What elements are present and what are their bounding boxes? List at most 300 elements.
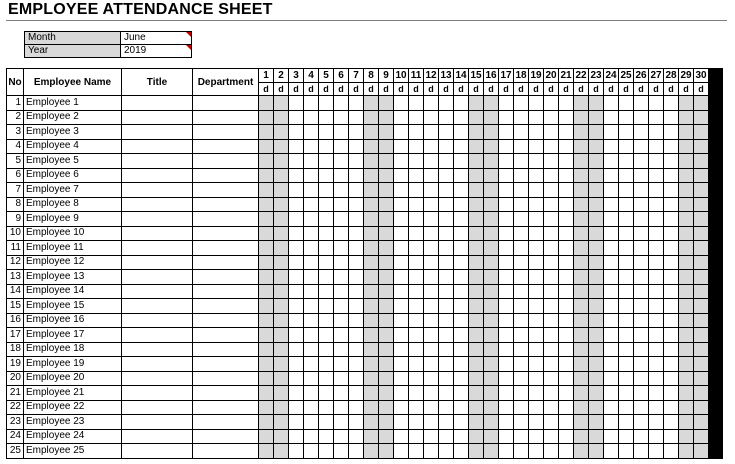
attendance-cell[interactable] xyxy=(409,197,424,212)
attendance-cell[interactable] xyxy=(349,139,364,154)
attendance-cell[interactable] xyxy=(304,183,319,198)
attendance-cell[interactable] xyxy=(664,125,679,140)
attendance-cell[interactable] xyxy=(394,197,409,212)
attendance-cell[interactable] xyxy=(274,226,289,241)
attendance-cell[interactable] xyxy=(694,444,709,459)
attendance-cell[interactable] xyxy=(604,444,619,459)
attendance-cell[interactable] xyxy=(589,197,604,212)
attendance-cell[interactable] xyxy=(514,299,529,314)
attendance-cell[interactable] xyxy=(604,197,619,212)
attendance-cell[interactable] xyxy=(694,429,709,444)
attendance-cell[interactable] xyxy=(664,371,679,386)
attendance-cell[interactable] xyxy=(364,183,379,198)
attendance-cell[interactable] xyxy=(484,96,499,111)
attendance-cell[interactable] xyxy=(649,255,664,270)
attendance-cell[interactable] xyxy=(559,212,574,227)
attendance-cell[interactable] xyxy=(589,400,604,415)
attendance-cell[interactable] xyxy=(439,183,454,198)
department-cell[interactable] xyxy=(193,429,259,444)
attendance-cell[interactable] xyxy=(334,96,349,111)
attendance-cell[interactable] xyxy=(544,444,559,459)
attendance-cell[interactable] xyxy=(319,212,334,227)
attendance-cell[interactable] xyxy=(469,444,484,459)
attendance-cell[interactable] xyxy=(439,400,454,415)
attendance-cell[interactable] xyxy=(514,139,529,154)
title-cell[interactable] xyxy=(122,241,193,256)
attendance-cell[interactable] xyxy=(649,400,664,415)
attendance-cell[interactable] xyxy=(289,386,304,401)
attendance-cell[interactable] xyxy=(334,168,349,183)
attendance-cell[interactable] xyxy=(409,284,424,299)
attendance-cell[interactable] xyxy=(484,183,499,198)
attendance-cell[interactable] xyxy=(499,313,514,328)
department-cell[interactable] xyxy=(193,212,259,227)
attendance-cell[interactable] xyxy=(274,139,289,154)
attendance-cell[interactable] xyxy=(529,125,544,140)
attendance-cell[interactable] xyxy=(604,270,619,285)
attendance-cell[interactable] xyxy=(574,255,589,270)
attendance-cell[interactable] xyxy=(424,110,439,125)
month-value-cell[interactable] xyxy=(121,32,192,45)
attendance-cell[interactable] xyxy=(319,328,334,343)
attendance-cell[interactable] xyxy=(409,168,424,183)
attendance-cell[interactable] xyxy=(259,328,274,343)
attendance-cell[interactable] xyxy=(664,415,679,430)
attendance-cell[interactable] xyxy=(499,270,514,285)
employee-name-cell[interactable]: Employee 3 xyxy=(24,125,122,140)
attendance-cell[interactable] xyxy=(529,197,544,212)
attendance-cell[interactable] xyxy=(409,154,424,169)
attendance-cell[interactable] xyxy=(559,284,574,299)
department-cell[interactable] xyxy=(193,444,259,459)
attendance-cell[interactable] xyxy=(439,110,454,125)
attendance-cell[interactable] xyxy=(619,342,634,357)
attendance-cell[interactable] xyxy=(379,444,394,459)
attendance-cell[interactable] xyxy=(589,371,604,386)
attendance-cell[interactable] xyxy=(304,125,319,140)
attendance-cell[interactable] xyxy=(349,125,364,140)
attendance-cell[interactable] xyxy=(274,342,289,357)
attendance-cell[interactable] xyxy=(469,429,484,444)
attendance-cell[interactable] xyxy=(484,371,499,386)
attendance-cell[interactable] xyxy=(664,154,679,169)
attendance-cell[interactable] xyxy=(379,313,394,328)
attendance-cell[interactable] xyxy=(544,415,559,430)
attendance-cell[interactable] xyxy=(334,270,349,285)
attendance-cell[interactable] xyxy=(289,168,304,183)
title-cell[interactable] xyxy=(122,270,193,285)
attendance-cell[interactable] xyxy=(634,226,649,241)
attendance-cell[interactable] xyxy=(694,415,709,430)
attendance-cell[interactable] xyxy=(649,168,664,183)
attendance-cell[interactable] xyxy=(394,154,409,169)
attendance-cell[interactable] xyxy=(409,371,424,386)
employee-name-cell[interactable]: Employee 14 xyxy=(24,284,122,299)
attendance-cell[interactable] xyxy=(679,400,694,415)
attendance-cell[interactable] xyxy=(439,386,454,401)
attendance-cell[interactable] xyxy=(664,110,679,125)
attendance-cell[interactable] xyxy=(259,299,274,314)
attendance-cell[interactable] xyxy=(514,386,529,401)
attendance-cell[interactable] xyxy=(574,125,589,140)
attendance-cell[interactable] xyxy=(634,168,649,183)
department-cell[interactable] xyxy=(193,415,259,430)
attendance-cell[interactable] xyxy=(274,110,289,125)
attendance-cell[interactable] xyxy=(454,357,469,372)
attendance-cell[interactable] xyxy=(619,154,634,169)
title-cell[interactable] xyxy=(122,212,193,227)
attendance-cell[interactable] xyxy=(334,125,349,140)
attendance-cell[interactable] xyxy=(514,270,529,285)
attendance-cell[interactable] xyxy=(409,255,424,270)
attendance-cell[interactable] xyxy=(304,444,319,459)
attendance-cell[interactable] xyxy=(514,429,529,444)
attendance-cell[interactable] xyxy=(604,139,619,154)
attendance-cell[interactable] xyxy=(649,212,664,227)
attendance-cell[interactable] xyxy=(604,386,619,401)
attendance-cell[interactable] xyxy=(259,313,274,328)
attendance-cell[interactable] xyxy=(469,96,484,111)
attendance-cell[interactable] xyxy=(274,415,289,430)
attendance-cell[interactable] xyxy=(379,183,394,198)
attendance-cell[interactable] xyxy=(439,371,454,386)
attendance-cell[interactable] xyxy=(424,241,439,256)
attendance-cell[interactable] xyxy=(469,226,484,241)
attendance-cell[interactable] xyxy=(409,212,424,227)
attendance-cell[interactable] xyxy=(529,284,544,299)
attendance-cell[interactable] xyxy=(634,444,649,459)
department-cell[interactable] xyxy=(193,270,259,285)
attendance-cell[interactable] xyxy=(469,255,484,270)
attendance-cell[interactable] xyxy=(274,125,289,140)
attendance-cell[interactable] xyxy=(514,415,529,430)
attendance-cell[interactable] xyxy=(454,371,469,386)
department-cell[interactable] xyxy=(193,400,259,415)
attendance-cell[interactable] xyxy=(334,255,349,270)
attendance-cell[interactable] xyxy=(319,386,334,401)
attendance-cell[interactable] xyxy=(664,168,679,183)
attendance-cell[interactable] xyxy=(679,139,694,154)
attendance-cell[interactable] xyxy=(379,241,394,256)
attendance-cell[interactable] xyxy=(529,386,544,401)
attendance-cell[interactable] xyxy=(559,139,574,154)
attendance-cell[interactable] xyxy=(424,415,439,430)
attendance-cell[interactable] xyxy=(394,429,409,444)
attendance-cell[interactable] xyxy=(424,96,439,111)
attendance-cell[interactable] xyxy=(274,386,289,401)
attendance-cell[interactable] xyxy=(619,299,634,314)
attendance-cell[interactable] xyxy=(319,371,334,386)
attendance-cell[interactable] xyxy=(454,299,469,314)
attendance-cell[interactable] xyxy=(289,212,304,227)
attendance-cell[interactable] xyxy=(259,429,274,444)
attendance-cell[interactable] xyxy=(649,284,664,299)
attendance-cell[interactable] xyxy=(529,342,544,357)
attendance-cell[interactable] xyxy=(634,125,649,140)
attendance-cell[interactable] xyxy=(544,226,559,241)
attendance-cell[interactable] xyxy=(574,139,589,154)
attendance-cell[interactable] xyxy=(379,226,394,241)
attendance-cell[interactable] xyxy=(499,299,514,314)
attendance-cell[interactable] xyxy=(574,342,589,357)
attendance-cell[interactable] xyxy=(349,110,364,125)
department-cell[interactable] xyxy=(193,255,259,270)
attendance-cell[interactable] xyxy=(589,139,604,154)
attendance-cell[interactable] xyxy=(424,168,439,183)
attendance-cell[interactable] xyxy=(469,415,484,430)
attendance-cell[interactable] xyxy=(349,429,364,444)
employee-name-cell[interactable]: Employee 13 xyxy=(24,270,122,285)
attendance-cell[interactable] xyxy=(274,96,289,111)
attendance-cell[interactable] xyxy=(409,357,424,372)
attendance-cell[interactable] xyxy=(409,139,424,154)
attendance-cell[interactable] xyxy=(379,371,394,386)
attendance-cell[interactable] xyxy=(634,328,649,343)
attendance-cell[interactable] xyxy=(619,386,634,401)
attendance-cell[interactable] xyxy=(604,400,619,415)
attendance-cell[interactable] xyxy=(634,154,649,169)
attendance-cell[interactable] xyxy=(364,284,379,299)
attendance-cell[interactable] xyxy=(394,299,409,314)
title-cell[interactable] xyxy=(122,386,193,401)
attendance-cell[interactable] xyxy=(514,96,529,111)
attendance-cell[interactable] xyxy=(499,357,514,372)
attendance-cell[interactable] xyxy=(289,110,304,125)
attendance-cell[interactable] xyxy=(604,212,619,227)
attendance-cell[interactable] xyxy=(439,299,454,314)
attendance-cell[interactable] xyxy=(499,386,514,401)
attendance-cell[interactable] xyxy=(439,284,454,299)
attendance-cell[interactable] xyxy=(454,255,469,270)
attendance-cell[interactable] xyxy=(469,125,484,140)
attendance-cell[interactable] xyxy=(259,96,274,111)
attendance-cell[interactable] xyxy=(439,342,454,357)
attendance-cell[interactable] xyxy=(664,328,679,343)
attendance-cell[interactable] xyxy=(619,400,634,415)
attendance-cell[interactable] xyxy=(529,444,544,459)
department-cell[interactable] xyxy=(193,313,259,328)
attendance-cell[interactable] xyxy=(304,328,319,343)
attendance-cell[interactable] xyxy=(424,197,439,212)
attendance-cell[interactable] xyxy=(529,154,544,169)
attendance-cell[interactable] xyxy=(574,386,589,401)
employee-name-cell[interactable]: Employee 17 xyxy=(24,328,122,343)
attendance-cell[interactable] xyxy=(484,241,499,256)
attendance-cell[interactable] xyxy=(274,371,289,386)
attendance-cell[interactable] xyxy=(529,110,544,125)
attendance-cell[interactable] xyxy=(619,212,634,227)
attendance-cell[interactable] xyxy=(469,183,484,198)
attendance-cell[interactable] xyxy=(679,154,694,169)
attendance-cell[interactable] xyxy=(694,96,709,111)
title-cell[interactable] xyxy=(122,371,193,386)
attendance-cell[interactable] xyxy=(484,212,499,227)
attendance-cell[interactable] xyxy=(274,328,289,343)
attendance-cell[interactable] xyxy=(694,328,709,343)
attendance-cell[interactable] xyxy=(469,139,484,154)
attendance-cell[interactable] xyxy=(304,139,319,154)
employee-name-cell[interactable]: Employee 16 xyxy=(24,313,122,328)
attendance-cell[interactable] xyxy=(394,110,409,125)
title-cell[interactable] xyxy=(122,139,193,154)
attendance-cell[interactable] xyxy=(469,197,484,212)
attendance-cell[interactable] xyxy=(334,342,349,357)
attendance-cell[interactable] xyxy=(619,139,634,154)
attendance-cell[interactable] xyxy=(409,110,424,125)
attendance-cell[interactable] xyxy=(634,357,649,372)
attendance-cell[interactable] xyxy=(544,386,559,401)
employee-name-cell[interactable]: Employee 18 xyxy=(24,342,122,357)
attendance-cell[interactable] xyxy=(424,371,439,386)
attendance-cell[interactable] xyxy=(469,154,484,169)
attendance-cell[interactable] xyxy=(559,183,574,198)
attendance-cell[interactable] xyxy=(334,415,349,430)
attendance-cell[interactable] xyxy=(574,444,589,459)
attendance-cell[interactable] xyxy=(694,255,709,270)
attendance-cell[interactable] xyxy=(499,415,514,430)
attendance-cell[interactable] xyxy=(259,197,274,212)
attendance-cell[interactable] xyxy=(604,154,619,169)
attendance-cell[interactable] xyxy=(304,386,319,401)
attendance-cell[interactable] xyxy=(319,154,334,169)
attendance-cell[interactable] xyxy=(484,284,499,299)
attendance-cell[interactable] xyxy=(589,168,604,183)
attendance-cell[interactable] xyxy=(619,313,634,328)
attendance-cell[interactable] xyxy=(499,154,514,169)
title-cell[interactable] xyxy=(122,110,193,125)
attendance-cell[interactable] xyxy=(499,241,514,256)
attendance-cell[interactable] xyxy=(484,154,499,169)
attendance-cell[interactable] xyxy=(319,183,334,198)
attendance-cell[interactable] xyxy=(559,371,574,386)
attendance-cell[interactable] xyxy=(379,357,394,372)
attendance-cell[interactable] xyxy=(424,313,439,328)
attendance-cell[interactable] xyxy=(619,284,634,299)
attendance-cell[interactable] xyxy=(379,110,394,125)
attendance-cell[interactable] xyxy=(274,197,289,212)
attendance-cell[interactable] xyxy=(664,342,679,357)
attendance-cell[interactable] xyxy=(319,444,334,459)
attendance-cell[interactable] xyxy=(454,313,469,328)
attendance-cell[interactable] xyxy=(259,183,274,198)
attendance-cell[interactable] xyxy=(274,270,289,285)
attendance-cell[interactable] xyxy=(514,241,529,256)
attendance-cell[interactable] xyxy=(679,313,694,328)
attendance-cell[interactable] xyxy=(544,313,559,328)
attendance-cell[interactable] xyxy=(559,328,574,343)
attendance-cell[interactable] xyxy=(349,226,364,241)
attendance-cell[interactable] xyxy=(514,212,529,227)
attendance-cell[interactable] xyxy=(364,255,379,270)
attendance-cell[interactable] xyxy=(469,284,484,299)
attendance-cell[interactable] xyxy=(394,241,409,256)
title-cell[interactable] xyxy=(122,444,193,459)
attendance-cell[interactable] xyxy=(664,444,679,459)
attendance-cell[interactable] xyxy=(304,241,319,256)
attendance-cell[interactable] xyxy=(439,444,454,459)
attendance-cell[interactable] xyxy=(364,154,379,169)
attendance-cell[interactable] xyxy=(619,241,634,256)
attendance-cell[interactable] xyxy=(484,255,499,270)
attendance-cell[interactable] xyxy=(499,226,514,241)
attendance-cell[interactable] xyxy=(379,96,394,111)
attendance-cell[interactable] xyxy=(634,400,649,415)
attendance-cell[interactable] xyxy=(529,357,544,372)
attendance-cell[interactable] xyxy=(379,284,394,299)
attendance-cell[interactable] xyxy=(649,226,664,241)
attendance-cell[interactable] xyxy=(514,357,529,372)
attendance-cell[interactable] xyxy=(364,400,379,415)
attendance-cell[interactable] xyxy=(694,139,709,154)
attendance-cell[interactable] xyxy=(364,96,379,111)
attendance-cell[interactable] xyxy=(574,212,589,227)
attendance-cell[interactable] xyxy=(544,183,559,198)
attendance-cell[interactable] xyxy=(484,299,499,314)
attendance-cell[interactable] xyxy=(604,415,619,430)
attendance-cell[interactable] xyxy=(649,197,664,212)
attendance-cell[interactable] xyxy=(544,168,559,183)
attendance-cell[interactable] xyxy=(574,241,589,256)
attendance-cell[interactable] xyxy=(274,255,289,270)
attendance-cell[interactable] xyxy=(319,415,334,430)
attendance-cell[interactable] xyxy=(379,212,394,227)
attendance-cell[interactable] xyxy=(589,328,604,343)
attendance-cell[interactable] xyxy=(259,241,274,256)
attendance-cell[interactable] xyxy=(514,110,529,125)
attendance-cell[interactable] xyxy=(679,284,694,299)
employee-name-cell[interactable]: Employee 22 xyxy=(24,400,122,415)
attendance-cell[interactable] xyxy=(394,168,409,183)
attendance-cell[interactable] xyxy=(589,313,604,328)
attendance-cell[interactable] xyxy=(634,183,649,198)
attendance-cell[interactable] xyxy=(334,429,349,444)
attendance-cell[interactable] xyxy=(619,197,634,212)
attendance-cell[interactable] xyxy=(349,270,364,285)
attendance-cell[interactable] xyxy=(349,400,364,415)
attendance-cell[interactable] xyxy=(349,255,364,270)
attendance-cell[interactable] xyxy=(634,313,649,328)
attendance-cell[interactable] xyxy=(634,139,649,154)
attendance-cell[interactable] xyxy=(394,96,409,111)
attendance-cell[interactable] xyxy=(484,357,499,372)
attendance-cell[interactable] xyxy=(619,444,634,459)
attendance-cell[interactable] xyxy=(379,429,394,444)
attendance-cell[interactable] xyxy=(694,183,709,198)
attendance-cell[interactable] xyxy=(349,154,364,169)
attendance-cell[interactable] xyxy=(394,386,409,401)
attendance-cell[interactable] xyxy=(379,270,394,285)
department-cell[interactable] xyxy=(193,328,259,343)
attendance-cell[interactable] xyxy=(439,226,454,241)
attendance-cell[interactable] xyxy=(514,154,529,169)
attendance-cell[interactable] xyxy=(349,96,364,111)
attendance-cell[interactable] xyxy=(334,226,349,241)
attendance-cell[interactable] xyxy=(484,125,499,140)
attendance-cell[interactable] xyxy=(439,328,454,343)
attendance-cell[interactable] xyxy=(649,183,664,198)
attendance-cell[interactable] xyxy=(304,415,319,430)
attendance-cell[interactable] xyxy=(559,197,574,212)
attendance-cell[interactable] xyxy=(544,212,559,227)
attendance-cell[interactable] xyxy=(694,270,709,285)
employee-name-cell[interactable]: Employee 24 xyxy=(24,429,122,444)
attendance-cell[interactable] xyxy=(604,241,619,256)
attendance-cell[interactable] xyxy=(469,357,484,372)
attendance-cell[interactable] xyxy=(574,371,589,386)
attendance-cell[interactable] xyxy=(694,284,709,299)
attendance-cell[interactable] xyxy=(589,125,604,140)
attendance-cell[interactable] xyxy=(379,168,394,183)
